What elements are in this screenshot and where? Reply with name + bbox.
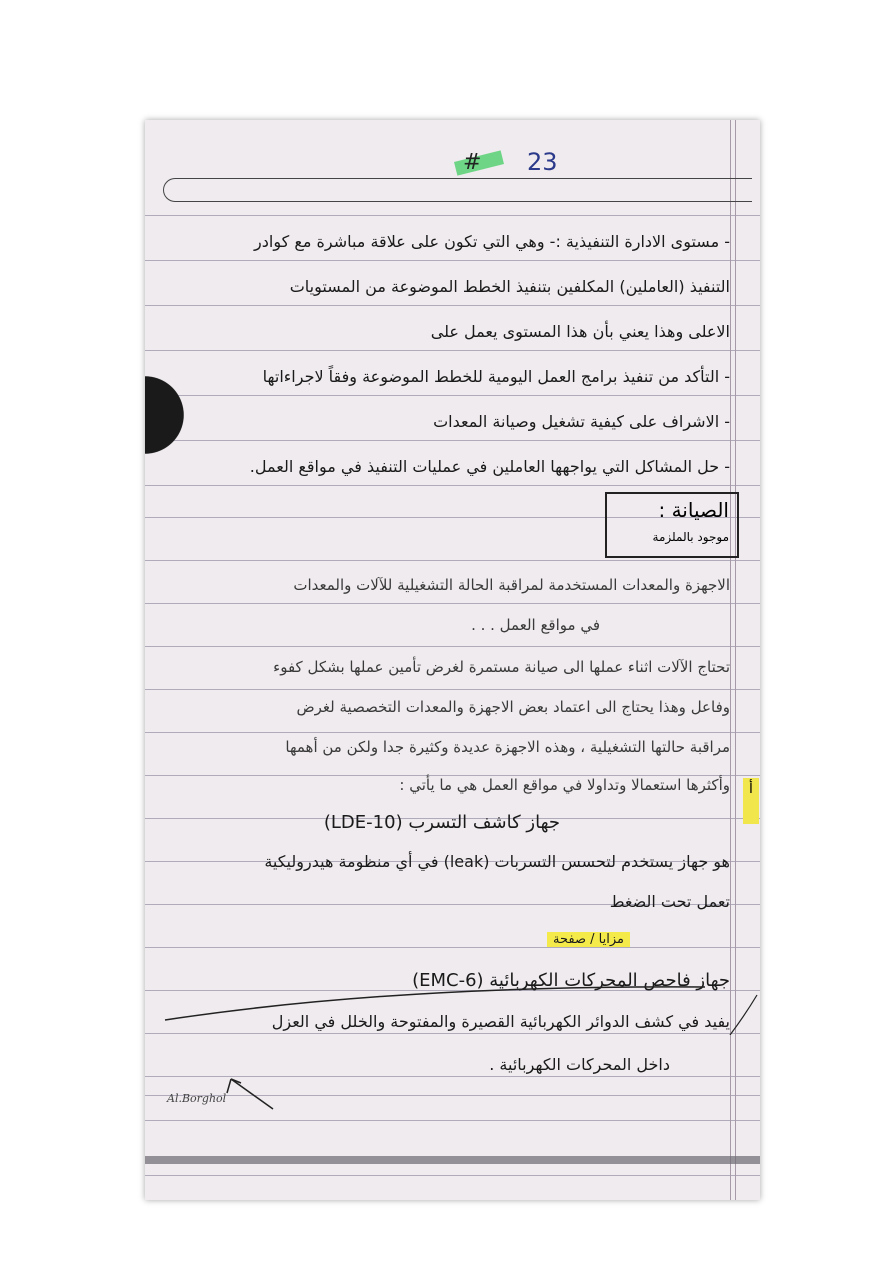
device1-line: هو جهاز يستخدم لتحسس التسربات (leak) في أي منظومة هيدروليكية: [264, 852, 730, 871]
pencil-line: وأكثرها استعمالا وتداولا في مواقع العمل هي ما يأتي :: [399, 776, 730, 794]
pencil-line: مراقبة حالتها التشغيلية ، وهذه الاجهزة عديدة وكثيرة جدا ولكن من أهمها: [285, 738, 730, 756]
text-line: - حل المشاكل التي يواجهها العاملين في عمليات التنفيذ في مواقع العمل.: [249, 457, 730, 476]
device1-line: تعمل تحت الضغط: [609, 892, 730, 911]
ruled-line: [145, 560, 760, 561]
black-ball-icon: [145, 365, 185, 465]
ruled-line: [145, 440, 760, 441]
text-line: - التأكد من تنفيذ برامج العمل اليومية للخطط الموضوعة وفقاً لاجراءاتها: [262, 367, 730, 386]
device1-title: جهاز كاشف التسرب (LDE-10): [323, 812, 560, 833]
ruled-line: [145, 215, 760, 216]
device2-line: يفيد في كشف الدوائر الكهربائية القصيرة والمفتوحة والخلل في العزل: [271, 1012, 730, 1031]
footer-band: [145, 1156, 760, 1164]
signature: Al.Borghol: [167, 1092, 227, 1105]
notebook-page: [145, 120, 760, 1200]
yellow-margin-marker: أ: [743, 778, 759, 824]
ruled-line: [145, 260, 760, 261]
margin-line: [730, 120, 731, 1200]
margin-line: [735, 120, 736, 1200]
maintenance-note: موجود بالملزمة: [652, 530, 729, 544]
text-line: الاعلى وهذا يعني بأن هذا المستوى يعمل على: [430, 322, 730, 341]
maintenance-heading: الصيانة :: [658, 498, 729, 522]
hand-drawn-curve: [145, 975, 760, 1035]
pencil-line: وفاعل وهذا يحتاج الى اعتماد بعض الاجهزة والمعدات التخصصية لغرض: [296, 698, 730, 716]
ruled-line: [145, 732, 760, 733]
page-hash-mark: #: [463, 150, 482, 175]
ruled-line: [145, 646, 760, 647]
arrow-icon: [223, 1075, 283, 1115]
ruled-line: [145, 603, 760, 604]
ruled-line: [145, 350, 760, 351]
text-line: التنفيذ (العاملين) المكلفين بتنفيذ الخطط الموضوعة من المستويات: [289, 277, 730, 296]
page-number: 23: [527, 148, 558, 176]
pencil-line: تحتاج الآلات اثناء عملها الى صيانة مستمرة لغرض تأمين عملها بشكل كفوء: [273, 658, 730, 676]
header-band: [163, 178, 752, 202]
maintenance-heading-box: [605, 492, 739, 558]
ruled-line: [145, 689, 760, 690]
ruled-line: [145, 1175, 760, 1176]
pencil-line: في مواقع العمل . . .: [471, 616, 600, 634]
ruled-line: [145, 947, 760, 948]
ruled-line: [145, 1120, 760, 1121]
ruled-line: [145, 485, 760, 486]
ruled-line: [145, 395, 760, 396]
device2-line: داخل المحركات الكهربائية .: [489, 1055, 670, 1074]
highlight-text: مزايا / صفحة: [547, 932, 630, 947]
ruled-line: [145, 305, 760, 306]
text-line: - الاشراف على كيفية تشغيل وصيانة المعدات: [433, 412, 730, 431]
text-line: - مستوى الادارة التنفيذية :- وهي التي تكون على علاقة مباشرة مع كوادر: [254, 232, 730, 251]
pencil-line: الاجهزة والمعدات المستخدمة لمراقبة الحالة التشغيلية للآلات والمعدات: [293, 576, 730, 594]
note-highlight: [547, 932, 630, 947]
device2-title: جهاز فاحص المحركات الكهربائية (EMC-6): [412, 970, 730, 991]
